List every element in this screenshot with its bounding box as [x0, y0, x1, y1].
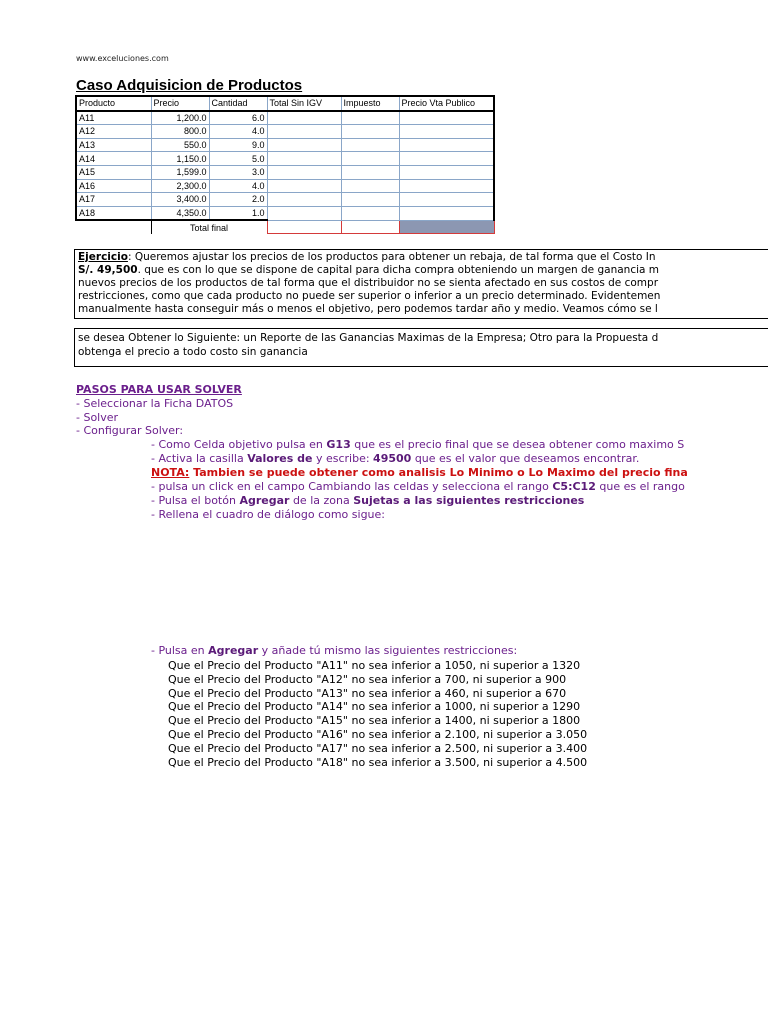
constraint-line: Que el Precio del Producto "A15" no sea inferior a 1400, ni superior a 1800	[168, 714, 581, 727]
product-cell[interactable]: A13	[76, 138, 151, 152]
constraint-line: Que el Precio del Producto "A16" no sea inferior a 2.100, ni superior a 3.050	[168, 728, 588, 741]
steps-heading: PASOS PARA USAR SOLVER	[76, 383, 242, 396]
public-price-cell[interactable]	[399, 193, 494, 207]
step-3: - Configurar Solver:	[76, 424, 184, 437]
tax-cell[interactable]	[341, 125, 399, 139]
tax-cell[interactable]	[341, 165, 399, 179]
config-step-6: - Rellena el cuadro de diálogo como sigue:	[151, 508, 385, 521]
quantity-cell[interactable]: 4.0	[209, 125, 267, 139]
table-header-row	[76, 96, 494, 111]
config-step-5	[151, 494, 584, 507]
final-price-total-cell[interactable]	[399, 220, 494, 234]
public-price-cell[interactable]	[399, 125, 494, 139]
site-url: www.exceluciones.com	[76, 54, 169, 63]
quantity-cell[interactable]: 2.0	[209, 193, 267, 207]
page-title: Caso Adquisicion de Productos	[76, 77, 303, 94]
total-cell[interactable]	[267, 165, 341, 179]
total-sin-igv-total-cell[interactable]	[267, 220, 341, 234]
table-total-row	[76, 220, 494, 234]
constraint-line: Que el Precio del Producto "A17" no sea inferior a 2.500, ni superior a 3.400	[168, 742, 588, 755]
constraint-line: Que el Precio del Producto "A13" no sea inferior a 460, ni superior a 670	[168, 687, 567, 700]
config-step-4	[151, 480, 685, 493]
note-line	[151, 466, 688, 479]
config-step-7	[151, 644, 517, 657]
price-cell[interactable]: 1,599.0	[151, 165, 209, 179]
constraint-line: Que el Precio del Producto "A14" no sea inferior a 1000, ni superior a 1290	[168, 700, 581, 713]
constraint-line: Que el Precio del Producto "A11" no sea inferior a 1050, ni superior a 1320	[168, 659, 581, 672]
target-value: 49500	[373, 452, 412, 465]
exercise-text-2: . que es con lo que se dispone de capital para dicha compra obteniendo un margen de ganancia m	[137, 264, 660, 276]
config-step-1-text: - Como Celda objetivo pulsa en	[151, 438, 327, 451]
price-cell[interactable]: 1,200.0	[151, 111, 209, 125]
product-cell[interactable]: A16	[76, 179, 151, 193]
product-cell[interactable]: A11	[76, 111, 151, 125]
exercise-text-1: : Queremos ajustar los precios de los productos para obtener un rebaja, de tal forma que el Costo In	[127, 251, 656, 263]
tax-cell[interactable]	[341, 152, 399, 166]
header-impuesto: Impuesto	[341, 96, 399, 111]
total-final-label: Total final	[151, 220, 267, 234]
quantity-cell[interactable]: 5.0	[209, 152, 267, 166]
public-price-cell[interactable]	[399, 138, 494, 152]
tax-total-cell[interactable]	[341, 220, 399, 234]
budget-amount: S/. 49,500	[78, 264, 138, 276]
changing-cells-range: C5:C12	[552, 480, 596, 493]
constraint-line: Que el Precio del Producto "A12" no sea inferior a 700, ni superior a 900	[168, 673, 567, 686]
price-cell[interactable]: 800.0	[151, 125, 209, 139]
config-step-5-mid: de la zona	[289, 494, 354, 507]
config-step-4-text: - pulsa un click en el campo Cambiando las celdas y selecciona el rango	[151, 480, 553, 493]
tax-cell[interactable]	[341, 206, 399, 220]
exercise-line-3: nuevos precios de los productos de tal forma que el distribuidor no se sienta afectado en sus costos de compr	[78, 277, 659, 289]
header-producto: Producto	[76, 96, 151, 111]
table-row	[76, 138, 494, 152]
config-step-1-rest: que es el precio final que se desea obtener como maximo S	[350, 438, 685, 451]
config-step-2-mid: y escribe:	[312, 452, 374, 465]
step-1: - Seleccionar la Ficha DATOS	[76, 397, 234, 410]
constraint-line: Que el Precio del Producto "A18" no sea inferior a 3.500, ni superior a 4.500	[168, 756, 588, 769]
public-price-cell[interactable]	[399, 152, 494, 166]
public-price-cell[interactable]	[399, 179, 494, 193]
objective-box	[74, 328, 768, 367]
exercise-line-2	[78, 264, 659, 277]
public-price-cell[interactable]	[399, 206, 494, 220]
quantity-cell[interactable]: 6.0	[209, 111, 267, 125]
config-step-7-text: - Pulsa en	[151, 644, 209, 657]
total-cell[interactable]	[267, 125, 341, 139]
empty-cell	[76, 220, 151, 234]
add-label: Agregar	[208, 644, 259, 657]
table-row	[76, 179, 494, 193]
header-precio-vta-publico: Precio Vta Publico	[399, 96, 494, 111]
objective-line-1: se desea Obtener lo Siguiente: un Reporte de las Ganancias Maximas de la Empresa; Otro para la Propuesta d	[78, 332, 659, 344]
objective-cell-ref: G13	[326, 438, 351, 451]
public-price-cell[interactable]	[399, 165, 494, 179]
table-row	[76, 165, 494, 179]
total-cell[interactable]	[267, 193, 341, 207]
exercise-box	[74, 249, 768, 319]
note-text: Tambien se puede obtener como analisis Lo Minimo o Lo Maximo del precio fina	[189, 466, 688, 479]
exercise-line-5: manualmente hasta conseguir más o menos el objetivo, pero podemos tardar año y medio. Veamos cómo se l	[78, 303, 658, 315]
constraints-zone-label: Sujetas a las siguientes restricciones	[353, 494, 585, 507]
product-cell[interactable]: A14	[76, 152, 151, 166]
total-cell[interactable]	[267, 179, 341, 193]
table-row	[76, 152, 494, 166]
table-row	[76, 206, 494, 220]
exercise-line-4: restricciones, como que cada producto no puede ser superior o inferior a un precio determinado. Evidentemen	[78, 290, 661, 302]
header-precio: Precio	[151, 96, 209, 111]
exercise-label: Ejercicio	[78, 251, 128, 263]
objective-line-2: obtenga el precio a todo costo sin ganancia	[78, 346, 308, 358]
table-row	[76, 125, 494, 139]
price-cell[interactable]: 4,350.0	[151, 206, 209, 220]
tax-cell[interactable]	[341, 111, 399, 125]
product-cell[interactable]: A12	[76, 125, 151, 139]
quantity-cell[interactable]: 9.0	[209, 138, 267, 152]
table-row	[76, 111, 494, 125]
config-step-4-rest: que es el rango	[595, 480, 685, 493]
quantity-cell[interactable]: 1.0	[209, 206, 267, 220]
public-price-cell[interactable]	[399, 111, 494, 125]
config-step-1	[151, 438, 684, 451]
exercise-line-1	[78, 251, 656, 264]
price-cell[interactable]: 2,300.0	[151, 179, 209, 193]
header-total-sin-igv: Total Sin IGV	[267, 96, 341, 111]
tax-cell[interactable]	[341, 179, 399, 193]
quantity-cell[interactable]: 3.0	[209, 165, 267, 179]
config-step-5-text: - Pulsa el botón	[151, 494, 240, 507]
quantity-cell[interactable]: 4.0	[209, 179, 267, 193]
add-button-label: Agregar	[239, 494, 290, 507]
product-cell[interactable]: A17	[76, 193, 151, 207]
table-row	[76, 193, 494, 207]
config-step-2-text: - Activa la casilla	[151, 452, 248, 465]
total-cell[interactable]	[267, 138, 341, 152]
tax-cell[interactable]	[341, 193, 399, 207]
config-step-7-rest: y añade tú mismo las siguientes restricciones:	[258, 644, 518, 657]
total-cell[interactable]	[267, 111, 341, 125]
products-table	[75, 95, 495, 234]
header-cantidad: Cantidad	[209, 96, 267, 111]
price-cell[interactable]: 1,150.0	[151, 152, 209, 166]
product-cell[interactable]: A18	[76, 206, 151, 220]
total-cell[interactable]	[267, 152, 341, 166]
price-cell[interactable]: 3,400.0	[151, 193, 209, 207]
config-step-2-rest: que es el valor que deseamos encontrar.	[411, 452, 640, 465]
values-of-label: Valores de	[247, 452, 313, 465]
step-2: - Solver	[76, 411, 119, 424]
config-step-2	[151, 452, 639, 465]
tax-cell[interactable]	[341, 138, 399, 152]
price-cell[interactable]: 550.0	[151, 138, 209, 152]
product-cell[interactable]: A15	[76, 165, 151, 179]
note-label: NOTA:	[151, 466, 190, 479]
total-cell[interactable]	[267, 206, 341, 220]
